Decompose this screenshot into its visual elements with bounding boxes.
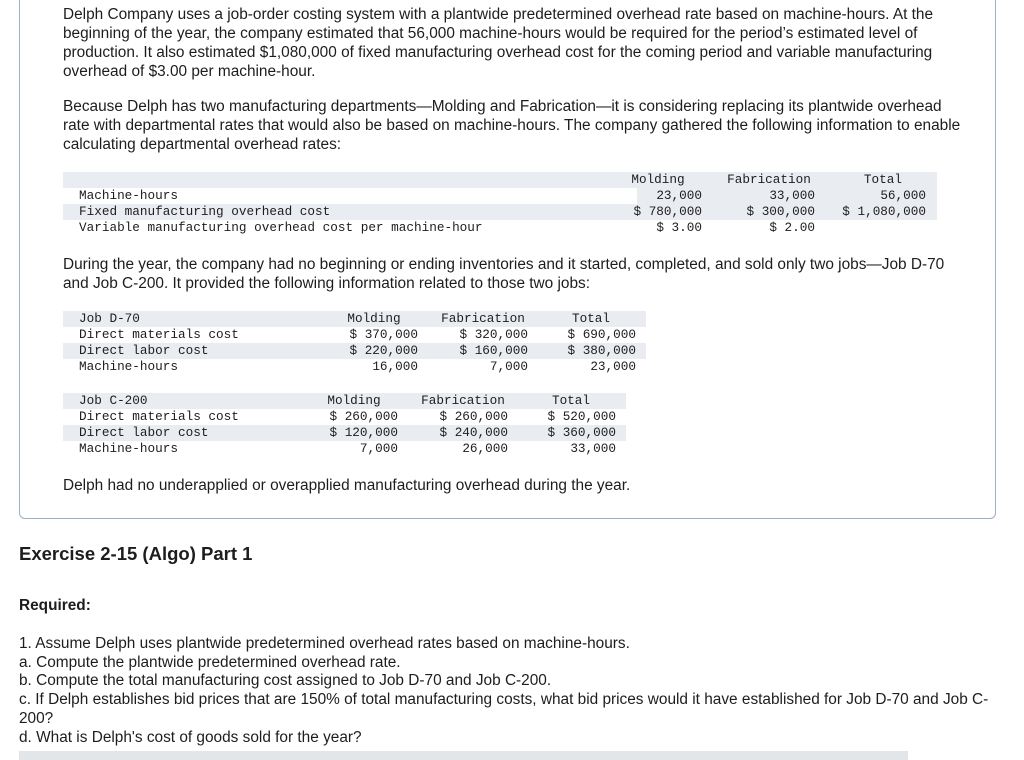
problem-paragraph-4: Delph had no underapplied or overapplied manufacturing overhead during the year. — [63, 477, 631, 494]
job-c200-cell: 33,000 — [570, 441, 616, 456]
job-d70-cell: $ 690,000 — [567, 327, 636, 342]
job-c200-cell: $ 360,000 — [547, 425, 616, 440]
job-d70-cell: $ 370,000 — [349, 327, 418, 342]
job-c200-row-label: Machine-hours — [79, 441, 178, 456]
job-c200-cell: 7,000 — [359, 441, 398, 456]
question-c: c. If Delph establishes bid prices that are 150% of total manufacturing costs, what bid prices would it have established for Job D-70 and Job C-200? — [19, 691, 989, 727]
job-c200-cell: $ 240,000 — [439, 425, 508, 440]
question-b: b. Compute the total manufacturing cost assigned to Job D-70 and Job C-200. — [19, 672, 552, 689]
dept-cell: 56,000 — [880, 188, 926, 203]
job-c200-title: Job C-200 — [79, 393, 148, 408]
job-c200-cell: $ 260,000 — [439, 409, 508, 424]
job-d70-title: Job D-70 — [79, 311, 140, 326]
job-c200-header-molding: Molding — [327, 393, 381, 408]
question-a: a. Compute the plantwide predetermined overhead rate. — [19, 654, 401, 671]
job-c200-row-label: Direct materials cost — [79, 409, 239, 424]
dept-cell: $ 1,080,000 — [842, 204, 926, 219]
job-c200-row-label: Direct labor cost — [79, 425, 209, 440]
job-d70-cell: $ 220,000 — [349, 343, 418, 358]
job-d70-cell: $ 380,000 — [567, 343, 636, 358]
job-c200-cell: $ 260,000 — [329, 409, 398, 424]
dept-table-header-shade — [63, 172, 637, 188]
job-c200-cell: $ 520,000 — [547, 409, 616, 424]
job-d70-cell: 7,000 — [489, 359, 528, 374]
job-d70-cell: $ 320,000 — [459, 327, 528, 342]
exercise-title: Exercise 2-15 (Algo) Part 1 — [19, 543, 253, 564]
job-c200-header-fabrication: Fabrication — [421, 393, 505, 408]
job-d70-header-fabrication: Fabrication — [441, 311, 525, 326]
dept-header-total: Total — [863, 172, 902, 187]
dept-cell: $ 300,000 — [746, 204, 815, 219]
dept-cell: $ 780,000 — [633, 204, 702, 219]
dept-header-molding: Molding — [631, 172, 685, 187]
answer-tabs-bar[interactable] — [19, 751, 908, 760]
job-d70-row-label: Direct materials cost — [79, 327, 239, 342]
job-d70-header-molding: Molding — [347, 311, 401, 326]
dept-cell: $ 2.00 — [769, 220, 815, 235]
problem-paragraph-3: During the year, the company had no beginning or ending inventories and it started, completed, and sold only two jobs—Job D-70 and Job C-200. It provided the following information related to those two jobs: — [63, 256, 945, 292]
question-d: d. What is Delph's cost of goods sold for the year? — [19, 729, 362, 746]
problem-paragraph-1: Delph Company uses a job-order costing system with a plantwide predetermined overhead rate based on machine-hours. At the beginning of the year, the company estimated that 56,000 machine-hours would be required for the period’s estimated level of production. It also estimated $1,080,000 of fixed manufacturing overhead cost for the coming period and variable manufacturing overhead of $3.00 per machine-hour. — [63, 6, 934, 80]
dept-cell: $ 3.00 — [656, 220, 702, 235]
job-d70-row-label: Machine-hours — [79, 359, 178, 374]
job-d70-cell: 23,000 — [590, 359, 636, 374]
dept-row-label: Machine-hours — [79, 188, 178, 203]
dept-row-label: Fixed manufacturing overhead cost — [79, 204, 331, 219]
dept-cell: 33,000 — [769, 188, 815, 203]
job-c200-cell: 26,000 — [462, 441, 508, 456]
job-d70-cell: 16,000 — [372, 359, 418, 374]
job-c200-cell: $ 120,000 — [329, 425, 398, 440]
dept-cell: 23,000 — [656, 188, 702, 203]
job-d70-row-label: Direct labor cost — [79, 343, 209, 358]
dept-header-fabrication: Fabrication — [727, 172, 811, 187]
problem-paragraph-2: Because Delph has two manufacturing departments—Molding and Fabrication—it is considering replacing its plantwide overhead rate with departmental rates that would also be based on machine-hours. The company gathered the following information to enable calculating departmental overhead rates: — [63, 98, 961, 153]
job-d70-cell: $ 160,000 — [459, 343, 528, 358]
required-label: Required: — [19, 597, 91, 614]
job-c200-header-total: Total — [551, 393, 591, 408]
question-intro: 1. Assume Delph uses plantwide predetermined overhead rates based on machine-hours. — [19, 635, 630, 652]
job-d70-header-total: Total — [571, 311, 611, 326]
dept-row-label: Variable manufacturing overhead cost per machine-hour — [79, 220, 483, 235]
